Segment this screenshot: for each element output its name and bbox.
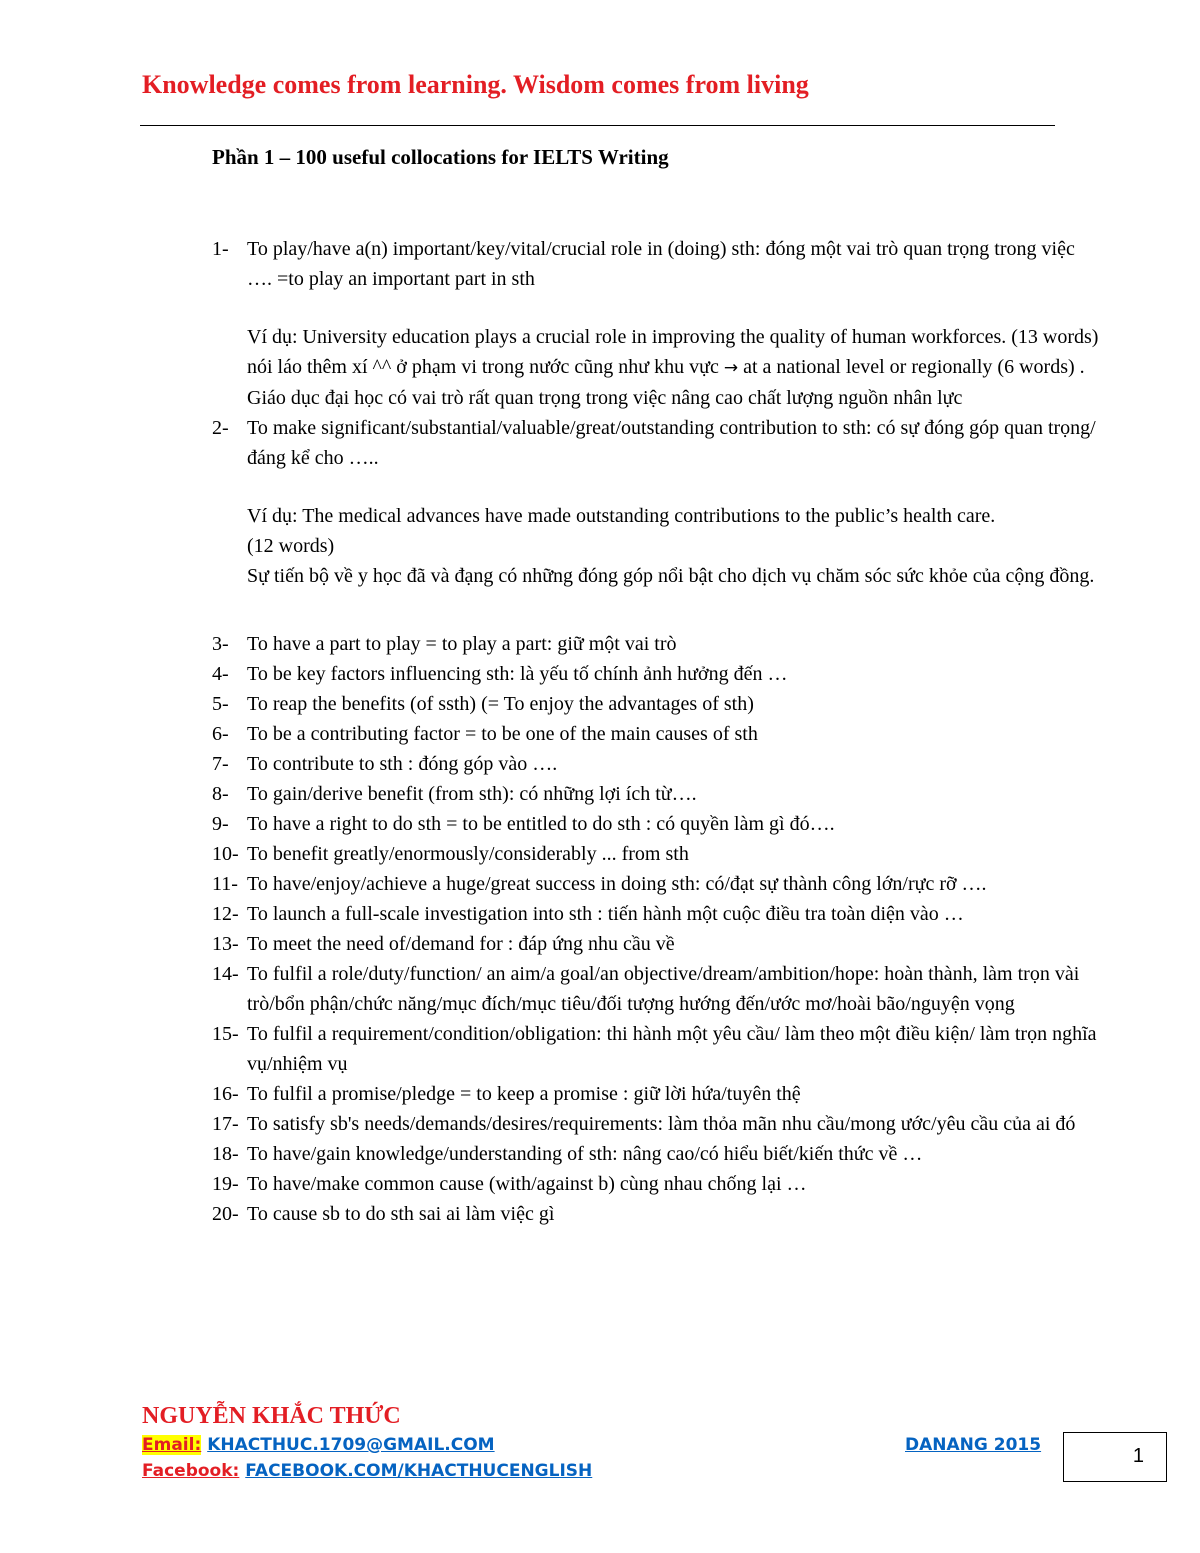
list-item — [212, 1079, 1102, 1109]
list-item — [212, 929, 1102, 959]
list-item — [212, 749, 1102, 779]
item-number: 9- — [212, 813, 229, 835]
item-number: 13- — [212, 933, 239, 955]
item-number: 5- — [212, 693, 229, 715]
item-text: To have a right to do sth = to be entitled to do sth : có quyền làm gì đó…. — [247, 813, 835, 835]
item-text: To meet the need of/demand for : đáp ứng nhu cầu về — [247, 933, 675, 955]
item-text: To gain/derive benefit (from sth): có những lợi ích từ…. — [247, 783, 697, 805]
list-item — [212, 1139, 1102, 1169]
list-item — [212, 959, 1102, 1019]
page-number-box — [1063, 1432, 1167, 1482]
section-title: Phần 1 – 100 useful collocations for IELTS Writing — [212, 145, 669, 169]
item-text: To be a contributing factor = to be one of the main causes of sth — [247, 723, 758, 745]
item-text: To launch a full-scale investigation into sth : tiến hành một cuộc điều tra toàn diện vào … — [247, 903, 964, 925]
list-item — [212, 1199, 1102, 1229]
item-number: 8- — [212, 783, 229, 805]
item-number: 18- — [212, 1143, 239, 1165]
item-text: To have/gain knowledge/understanding of sth: nâng cao/có hiểu biết/kiến thức về … — [247, 1143, 923, 1165]
place-year: DANANG 2015 — [905, 1435, 1042, 1455]
example-translation: Sự tiến bộ về y học đã và đạng có những đóng góp nổi bật cho dịch vụ chăm sóc sức khỏe của cộng đồng. — [247, 565, 1095, 587]
example-sentence-continued: at a national level or regionally (6 words) . — [743, 356, 1085, 378]
example-sentence: Ví dụ: The medical advances have made outstanding contributions to the public’s health care. — [247, 505, 996, 527]
item-text: To have a part to play = to play a part: giữ một vai trò — [247, 633, 677, 655]
list-item — [212, 1169, 1102, 1199]
list-item — [212, 839, 1102, 869]
facebook-row — [142, 1461, 592, 1481]
collocation-list — [212, 234, 1102, 1229]
list-item — [212, 809, 1102, 839]
email-row — [142, 1435, 495, 1455]
item-number: 19- — [212, 1173, 239, 1195]
item-text: To fulfil a promise/pledge = to keep a promise : giữ lời hứa/tuyên thệ — [247, 1083, 801, 1105]
item-text: To fulfil a role/duty/function/ an aim/a goal/an objective/dream/ambition/hope: hoàn thành, làm trọn vài trò/bổn phận/chức năng/mục đích/mục tiêu/đối tượng hướng đến/ước mơ/hoài bão/nguyện vọng — [247, 963, 1080, 1015]
list-item — [212, 413, 1102, 591]
item-number: 12- — [212, 903, 239, 925]
item-number: 15- — [212, 1023, 239, 1045]
list-item — [212, 779, 1102, 809]
item-number: 7- — [212, 753, 229, 775]
facebook-label: Facebook: — [142, 1461, 240, 1481]
item-text: To be key factors influencing sth: là yếu tố chính ảnh hưởng đến … — [247, 663, 788, 685]
item-text: To play/have a(n) important/key/vital/crucial role in (doing) sth: đóng một vai trò quan trọng trong việc …. =to play an important part in sth — [247, 238, 1075, 290]
item-text: To reap the benefits (of ssth) (= To enjoy the advantages of sth) — [247, 693, 754, 715]
item-number: 6- — [212, 723, 229, 745]
author-name: NGUYỄN KHẮC THỨC — [142, 1403, 401, 1429]
item-text: To make significant/substantial/valuable/great/outstanding contribution to sth: có sự đóng góp quan trọng/đáng kể cho ….. — [247, 417, 1096, 469]
item-number: 1- — [212, 238, 229, 260]
item-text: To have/make common cause (with/against b) cùng nhau chống lại … — [247, 1173, 807, 1195]
list-item — [212, 629, 1102, 659]
list-item — [212, 869, 1102, 899]
email-label: Email: — [142, 1435, 202, 1455]
word-count: (12 words) — [247, 535, 335, 557]
list-item — [212, 719, 1102, 749]
item-number: 3- — [212, 633, 229, 655]
item-number: 17- — [212, 1113, 239, 1135]
list-item — [212, 689, 1102, 719]
list-item — [212, 1019, 1102, 1079]
item-text: To have/enjoy/achieve a huge/great success in doing sth: có/đạt sự thành công lớn/rực rỡ …. — [247, 873, 987, 895]
page-number: 1 — [1132, 1445, 1144, 1467]
item-number: 4- — [212, 663, 229, 685]
list-item — [212, 234, 1102, 413]
list-item — [212, 659, 1102, 689]
item-text: To fulfil a requirement/condition/obligation: thi hành một yêu cầu/ làm theo một điều kiện/ làm trọn nghĩa vụ/nhiệm vụ — [247, 1023, 1097, 1075]
item-number: 11- — [212, 873, 238, 895]
item-text: To satisfy sb's needs/demands/desires/requirements: làm thỏa mãn nhu cầu/mong ước/yêu cầu của ai đó — [247, 1113, 1076, 1135]
item-text: To contribute to sth : đóng góp vào …. — [247, 753, 558, 775]
header-divider — [140, 125, 1055, 126]
list-item — [212, 899, 1102, 929]
example-block — [247, 322, 1102, 383]
example-translation: Giáo dục đại học có vai trò rất quan trọng trong việc nâng cao chất lượng nguồn nhân lực — [247, 387, 963, 409]
item-number: 14- — [212, 963, 239, 985]
item-number: 20- — [212, 1203, 239, 1225]
item-number: 10- — [212, 843, 239, 865]
example-sentence: Ví dụ: University education plays a crucial role in improving the quality of human workforces. (13 words) nói láo thêm xí ^^ ở phạm vi trong nước cũng như khu vực — [247, 326, 1099, 378]
item-number: 16- — [212, 1083, 239, 1105]
item-number: 2- — [212, 417, 229, 439]
item-text: To benefit greatly/enormously/considerably ... from sth — [247, 843, 689, 865]
list-item — [212, 1109, 1102, 1139]
header-title: Knowledge comes from learning. Wisdom comes from living — [142, 70, 809, 99]
facebook-link[interactable]: FACEBOOK.COM/KHACTHUCENGLISH — [245, 1461, 593, 1481]
email-link[interactable]: KHACTHUC.1709@GMAIL.COM — [207, 1435, 495, 1455]
item-text: To cause sb to do sth sai ai làm việc gì — [247, 1203, 555, 1225]
arrow-right-icon: → — [723, 358, 739, 378]
